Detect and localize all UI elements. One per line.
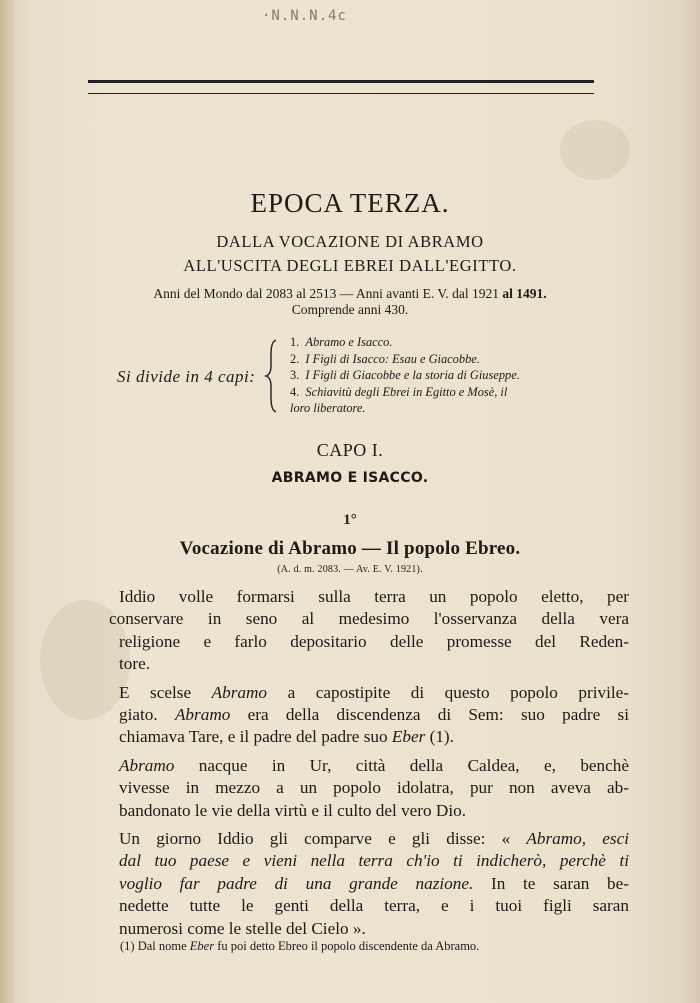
- epoch-span: Comprende anni 430.: [291, 302, 409, 317]
- text-run-italic: voglio far padre di una grande nazione.: [119, 873, 474, 893]
- epoch-title: EPOCA TERZA.: [250, 188, 450, 218]
- text-run: Un giorno Iddio gli comparve e gli disse: «: [119, 829, 527, 849]
- chapter-list-item: [290, 367, 635, 384]
- section-date: (A. d. m. 2083. — Av. E. V. 1921).: [277, 564, 423, 575]
- text-run-italic: Abramo: [174, 705, 231, 725]
- text-run: chiamava Tare, e il padre del padre suo: [119, 727, 392, 747]
- text-run-italic: Abramo: [119, 755, 175, 775]
- text-line: vivesse in mezzo a un popolo idolatra, pur non aveva ab-: [119, 778, 629, 798]
- chapter-title: I Figli di Giacobbe e la storia di Giuseppe.: [305, 368, 520, 382]
- text-line: [109, 704, 629, 726]
- top-thick-rule: [88, 80, 594, 83]
- section-number: 1°: [343, 512, 357, 528]
- paper-stain: [560, 120, 630, 180]
- text-line: numerosi come le stelle del Cielo ».: [119, 918, 366, 938]
- text-run-italic: dal tuo paese e vieni nella terra ch'io ti indicherò, perchè ti: [119, 851, 629, 871]
- page-binding-edge: [0, 0, 14, 1003]
- paragraph: [109, 586, 629, 676]
- text-line: religione e farlo depositario delle promesse del Reden-: [119, 631, 629, 651]
- handwritten-mark: ·N.N.N.4c: [262, 8, 347, 24]
- text-line: Iddio volle formarsi sulla terra un popolo eletto, per: [119, 587, 629, 606]
- chapter-title-continuation: loro liberatore.: [290, 401, 366, 415]
- chapter-title: Abramo e Isacco.: [305, 335, 393, 349]
- years-text: Anni del Mondo dal 2083 al 2513 — Anni avanti E. V. dal 1921: [153, 286, 503, 301]
- text-line: [109, 873, 629, 895]
- text-line: conservare in seno al medesimo l'osservanza della vera: [109, 609, 629, 629]
- text-run-italic: Abramo, esci: [526, 829, 629, 849]
- brace-icon: [264, 338, 280, 414]
- section-title: Vocazione di Abramo — Il popolo Ebreo.: [179, 538, 521, 559]
- text-run: In te saran be-: [473, 873, 629, 893]
- chapter-list-item: [290, 351, 635, 368]
- epoch-years: [0, 286, 700, 302]
- text-run-italic: Eber: [391, 727, 426, 747]
- text-line: [109, 828, 629, 850]
- text-line: bandonato le vie della virtù e il culto del vero Dio.: [119, 800, 466, 820]
- text-run: a capostipite di questo popolo privile-: [267, 682, 629, 702]
- top-thin-rule: [88, 93, 594, 94]
- text-line: [109, 850, 629, 872]
- text-line: [109, 755, 629, 777]
- chapter-subtitle: ABRAMO E ISACCO.: [271, 470, 429, 486]
- text-run-italic: Abramo: [211, 682, 268, 702]
- text-run: (1).: [425, 727, 454, 747]
- text-line: tore.: [119, 654, 151, 674]
- text-run: era della discendenza di Sem: suo padre si: [230, 705, 629, 725]
- chapter-list-item: [290, 334, 635, 351]
- text-run: giato.: [119, 705, 175, 725]
- footnote: [120, 939, 479, 954]
- chapter-number: 1.: [290, 335, 300, 349]
- text-run: fu poi detto Ebreo il popolo discendente da Abramo.: [214, 939, 480, 953]
- epoch-subtitle-line-2: ALL'USCITA DEGLI EBREI DALL'EGITTO.: [183, 256, 517, 275]
- chapter-title: Schiavitù degli Ebrei in Egitto e Mosè, il: [305, 384, 508, 399]
- text-line: nedette tutte le genti della terra, e i tuoi figli saran: [119, 896, 629, 916]
- text-run-italic: Eber: [189, 939, 215, 953]
- chapter-number: 2.: [290, 351, 300, 366]
- text-run: E scelse: [119, 682, 212, 702]
- chapter-number: 4.: [290, 384, 300, 399]
- paragraph: [109, 682, 629, 749]
- years-al: al: [502, 286, 513, 301]
- text-line: [109, 682, 629, 704]
- chapter-number: 3.: [290, 368, 300, 382]
- chapter-heading: CAPO I.: [316, 440, 384, 460]
- paragraph: [109, 828, 629, 940]
- paragraph: [109, 755, 629, 822]
- text-run: nacque in Ur, città della Caldea, e, benchè: [174, 755, 629, 775]
- division-label: Si divide in 4 capi:: [117, 367, 256, 386]
- chapter-list: [290, 334, 635, 417]
- body-text: [109, 586, 629, 940]
- chapter-list-item: [290, 384, 635, 417]
- epoch-subtitle-line-1: DALLA VOCAZIONE DI ABRAMO: [216, 232, 484, 251]
- text-line: [109, 726, 629, 748]
- chapter-title: I Figli di Isacco: Esau e Giacobbe.: [305, 351, 480, 366]
- text-run: (1) Dal nome: [120, 939, 190, 953]
- years-end: 1491.: [512, 286, 547, 301]
